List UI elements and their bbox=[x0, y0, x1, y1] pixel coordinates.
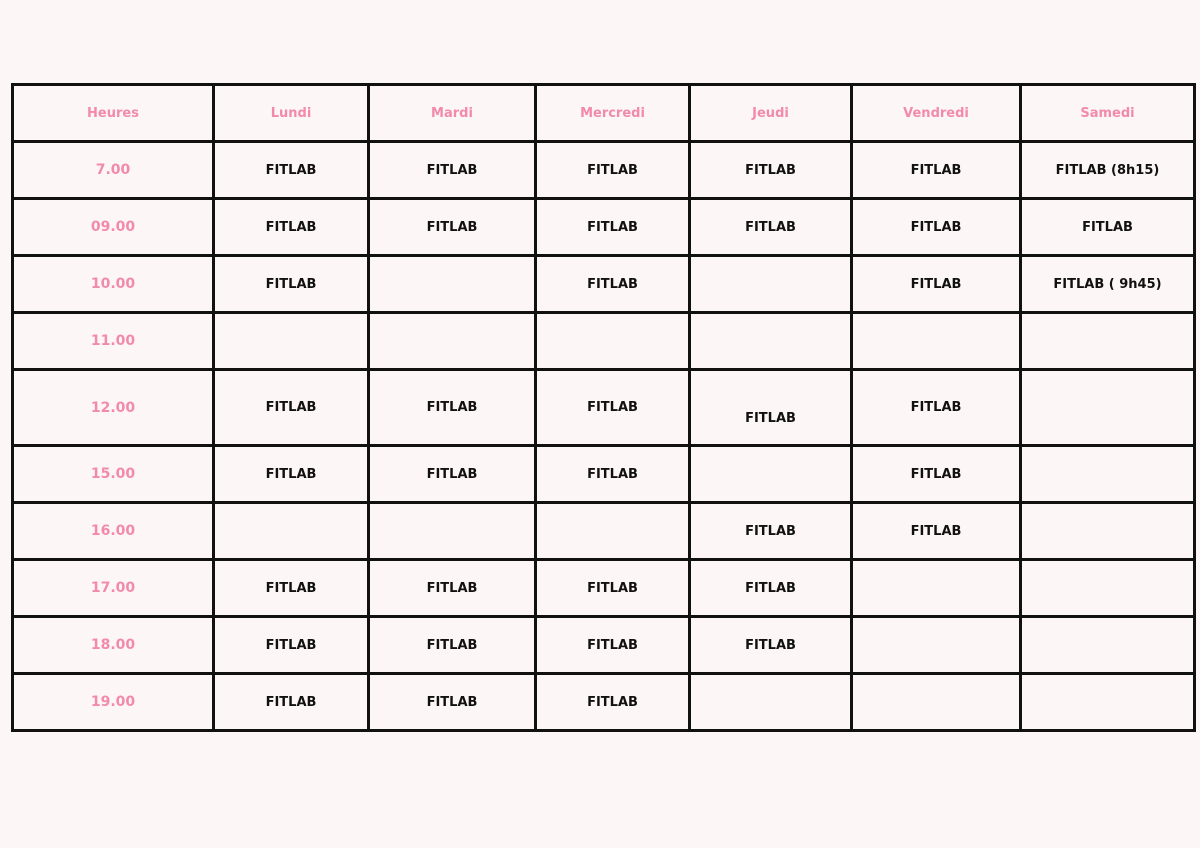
session-cell: FITLAB bbox=[214, 617, 369, 674]
session-cell: FITLAB bbox=[536, 617, 690, 674]
session-cell bbox=[1021, 446, 1195, 503]
session-cell bbox=[214, 503, 369, 560]
session-cell: FITLAB bbox=[369, 199, 536, 256]
session-cell bbox=[852, 617, 1021, 674]
session-cell: FITLAB bbox=[369, 446, 536, 503]
table-row bbox=[13, 503, 1195, 560]
hour-cell: 18.00 bbox=[13, 617, 214, 674]
session-cell bbox=[690, 313, 852, 370]
session-cell bbox=[690, 256, 852, 313]
session-cell: FITLAB bbox=[369, 560, 536, 617]
session-cell: FITLAB bbox=[369, 674, 536, 731]
session-cell: FITLAB bbox=[214, 674, 369, 731]
session-cell: FITLAB bbox=[536, 256, 690, 313]
session-cell: FITLAB bbox=[214, 446, 369, 503]
session-cell: FITLAB (8h15) bbox=[1021, 142, 1195, 199]
header-day-mardi: Mardi bbox=[369, 85, 536, 142]
session-cell bbox=[369, 503, 536, 560]
table-row bbox=[13, 674, 1195, 731]
session-cell bbox=[1021, 313, 1195, 370]
session-cell: FITLAB bbox=[536, 674, 690, 731]
table-row bbox=[13, 617, 1195, 674]
session-cell: FITLAB bbox=[1021, 199, 1195, 256]
session-cell: FITLAB bbox=[690, 142, 852, 199]
session-cell bbox=[369, 313, 536, 370]
header-day-jeudi: Jeudi bbox=[690, 85, 852, 142]
session-cell: FITLAB bbox=[852, 370, 1021, 446]
session-cell bbox=[1021, 503, 1195, 560]
session-cell bbox=[369, 256, 536, 313]
session-cell: FITLAB bbox=[369, 617, 536, 674]
session-cell: FITLAB bbox=[214, 560, 369, 617]
session-cell bbox=[536, 313, 690, 370]
session-cell bbox=[690, 446, 852, 503]
session-cell bbox=[690, 674, 852, 731]
session-cell: FITLAB bbox=[536, 199, 690, 256]
table-row bbox=[13, 256, 1195, 313]
table-row bbox=[13, 446, 1195, 503]
session-cell: FITLAB bbox=[536, 370, 690, 446]
table-row bbox=[13, 560, 1195, 617]
hour-cell: 11.00 bbox=[13, 313, 214, 370]
session-cell: FITLAB bbox=[214, 256, 369, 313]
session-cell: FITLAB bbox=[214, 142, 369, 199]
table-row bbox=[13, 313, 1195, 370]
hour-cell: 19.00 bbox=[13, 674, 214, 731]
session-cell: FITLAB bbox=[690, 199, 852, 256]
session-cell: FITLAB bbox=[214, 199, 369, 256]
session-cell: FITLAB bbox=[690, 560, 852, 617]
hour-cell: 17.00 bbox=[13, 560, 214, 617]
header-day-lundi: Lundi bbox=[214, 85, 369, 142]
hour-cell: 7.00 bbox=[13, 142, 214, 199]
session-cell: FITLAB bbox=[852, 199, 1021, 256]
session-cell: FITLAB bbox=[369, 142, 536, 199]
table-row bbox=[13, 199, 1195, 256]
hour-cell: 15.00 bbox=[13, 446, 214, 503]
session-cell: FITLAB bbox=[369, 370, 536, 446]
header-hours: Heures bbox=[13, 85, 214, 142]
session-cell bbox=[1021, 617, 1195, 674]
session-cell: FITLAB bbox=[690, 503, 852, 560]
session-cell: FITLAB bbox=[852, 142, 1021, 199]
hour-cell: 09.00 bbox=[13, 199, 214, 256]
table-row bbox=[13, 370, 1195, 446]
schedule-body bbox=[13, 142, 1195, 731]
session-cell: FITLAB bbox=[852, 256, 1021, 313]
session-cell: FITLAB bbox=[852, 446, 1021, 503]
session-cell bbox=[852, 313, 1021, 370]
session-cell bbox=[1021, 370, 1195, 446]
hour-cell: 10.00 bbox=[13, 256, 214, 313]
session-cell bbox=[852, 560, 1021, 617]
header-row bbox=[13, 85, 1195, 142]
weekly-schedule-table bbox=[11, 83, 1196, 732]
session-cell: FITLAB bbox=[690, 617, 852, 674]
session-cell: FITLAB bbox=[852, 503, 1021, 560]
hour-cell: 12.00 bbox=[13, 370, 214, 446]
table-row bbox=[13, 142, 1195, 199]
session-cell: FITLAB bbox=[536, 446, 690, 503]
session-cell: FITLAB ( 9h45) bbox=[1021, 256, 1195, 313]
session-cell bbox=[536, 503, 690, 560]
header-day-mercredi: Mercredi bbox=[536, 85, 690, 142]
session-cell bbox=[852, 674, 1021, 731]
hour-cell: 16.00 bbox=[13, 503, 214, 560]
header-day-vendredi: Vendredi bbox=[852, 85, 1021, 142]
session-cell bbox=[214, 313, 369, 370]
session-cell bbox=[1021, 674, 1195, 731]
header-day-samedi: Samedi bbox=[1021, 85, 1195, 142]
session-cell: FITLAB bbox=[536, 142, 690, 199]
session-cell: FITLAB bbox=[536, 560, 690, 617]
session-cell bbox=[1021, 560, 1195, 617]
session-cell: FITLAB bbox=[690, 370, 852, 446]
session-cell: FITLAB bbox=[214, 370, 369, 446]
